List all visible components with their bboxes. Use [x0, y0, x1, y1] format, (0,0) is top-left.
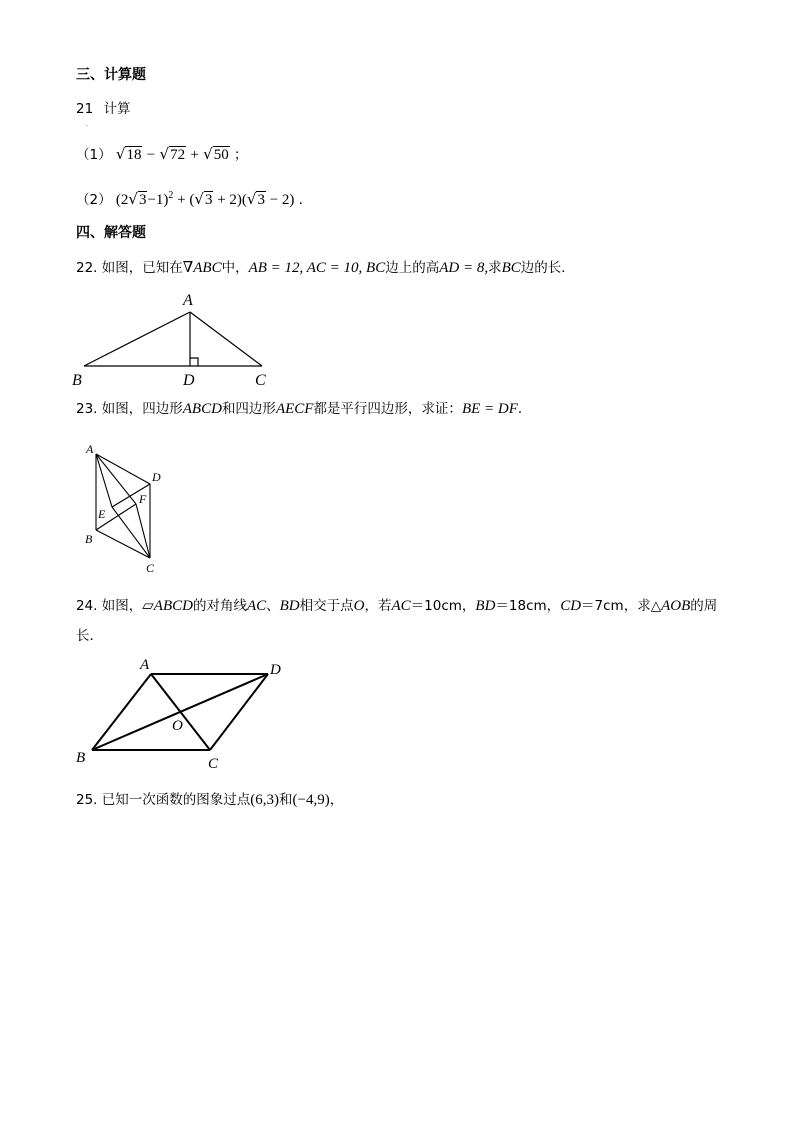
- q23-abcd: ABCD: [182, 401, 222, 417]
- question-24-text-line-2: 长．: [76, 628, 103, 644]
- question-21-part-1: [76, 145, 248, 164]
- section-3-heading: 三、计算题: [76, 67, 146, 83]
- q24-bd-2: BD: [475, 598, 496, 614]
- q22-label-b: B: [72, 372, 82, 389]
- operator-plus: +: [190, 147, 199, 163]
- q24-text-d: ，若: [364, 598, 392, 614]
- q24-label-d: D: [270, 662, 281, 678]
- question-21-part-2: [76, 187, 312, 209]
- q24-bd: BD: [279, 598, 300, 614]
- q24-label-b: B: [76, 750, 86, 766]
- q22-triangle: ∇ABC: [182, 260, 222, 276]
- q23-label-f: F: [139, 492, 147, 506]
- q22-label-d: D: [183, 372, 195, 389]
- q24-cd: CD: [560, 598, 582, 614]
- radicand-3a: 3: [138, 192, 147, 208]
- q25-point-1: (6,3): [250, 792, 280, 808]
- expr-d: + 2)(: [213, 192, 247, 208]
- sqrt-icon: √: [203, 145, 213, 163]
- radicand-18: 18: [126, 147, 142, 163]
- q22-altitude: AD = 8,: [439, 260, 489, 276]
- q24-value-2: ＝18cm，: [495, 598, 561, 614]
- footnote-dot: ·: [86, 123, 88, 130]
- q23-label-a: A: [86, 442, 94, 456]
- q25-point-2: (−4,9): [292, 792, 330, 808]
- q23-equation: BE = DF: [461, 401, 518, 417]
- q25-text-a: 25. 已知一次函数的图象过点: [76, 792, 251, 808]
- radicand-50: 50: [213, 147, 229, 163]
- sqrt-icon: √: [246, 190, 257, 208]
- q23-text-d: ．: [517, 401, 532, 417]
- q24-parallelogram: ▱ABCD: [142, 598, 193, 614]
- section-4-heading: 四、解答题: [76, 225, 146, 241]
- q23-label-e: E: [98, 507, 106, 521]
- question-24-text-line-1: [76, 597, 717, 615]
- q22-text-a: 22. 如图，已知在: [76, 260, 183, 276]
- q22-text-d: 求: [488, 260, 502, 276]
- question-22-text: [76, 259, 575, 277]
- q24-label-o: O: [172, 718, 183, 734]
- q24-ac-2: AC: [391, 598, 411, 614]
- q22-text-e: 边的长．: [520, 260, 575, 276]
- q23-text-a: 23. 如图，四边形: [76, 401, 183, 417]
- sqrt-icon: √: [194, 190, 204, 208]
- part-2-end: ．: [298, 192, 313, 208]
- radicand-3c: 3: [257, 192, 265, 208]
- exponent: 2: [168, 190, 174, 201]
- q24-sep: 、: [266, 598, 280, 614]
- q24-text-b: 的对角线: [192, 598, 247, 614]
- q25-text-c: ，: [329, 792, 344, 808]
- part-1-end: ；: [234, 147, 248, 163]
- q24-label-c: C: [208, 756, 219, 772]
- q22-label-c: C: [255, 372, 266, 389]
- radicand-72: 72: [170, 147, 186, 163]
- question-21-title: [76, 100, 130, 118]
- question-21-label: 计算: [103, 101, 131, 117]
- q24-ac: AC: [246, 598, 267, 614]
- sqrt-icon: √: [128, 190, 138, 208]
- q22-text-c: 边上的高: [385, 260, 440, 276]
- q23-label-d: D: [152, 470, 161, 484]
- sqrt-icon: √: [115, 145, 126, 163]
- q22-text-b: 中，: [221, 260, 249, 276]
- expr-b: −1): [147, 192, 169, 208]
- question-23-text: [76, 400, 531, 418]
- q23-text-b: 和四边形: [221, 401, 276, 417]
- expr-a: (2: [115, 192, 129, 208]
- q24-label-a: A: [140, 657, 150, 673]
- q23-label-b: B: [85, 532, 93, 546]
- q23-text-c: 都是平行四边形，求证：: [313, 401, 462, 417]
- q23-label-c: C: [146, 561, 155, 575]
- sqrt-icon: √: [159, 145, 170, 163]
- question-21-number: 21: [76, 101, 94, 117]
- radicand-3b: 3: [204, 192, 213, 208]
- expr-c: + (: [173, 192, 195, 208]
- q23-aecf: AECF: [275, 401, 314, 417]
- q22-condition: AB = 12, AC = 10, BC: [248, 260, 386, 276]
- part-2-label: （2）: [76, 192, 112, 208]
- q24-o: O: [353, 598, 365, 614]
- q24-text-a: 24. 如图，: [76, 598, 143, 614]
- q24-value-3: ＝7cm，求△: [581, 598, 662, 614]
- question-25-text: [76, 791, 343, 809]
- expr-e: − 2): [265, 192, 295, 208]
- q24-text-e: 的周: [690, 598, 718, 614]
- part-1-label: （1）: [76, 147, 112, 163]
- q24-text-c: 相交于点: [299, 598, 354, 614]
- q25-text-b: 和: [279, 792, 293, 808]
- q24-value-1: ＝10cm，: [410, 598, 476, 614]
- q22-bc: BC: [501, 260, 521, 276]
- q22-label-a: A: [183, 292, 193, 309]
- operator-minus: −: [146, 147, 156, 163]
- q24-aob: AOB: [661, 598, 691, 614]
